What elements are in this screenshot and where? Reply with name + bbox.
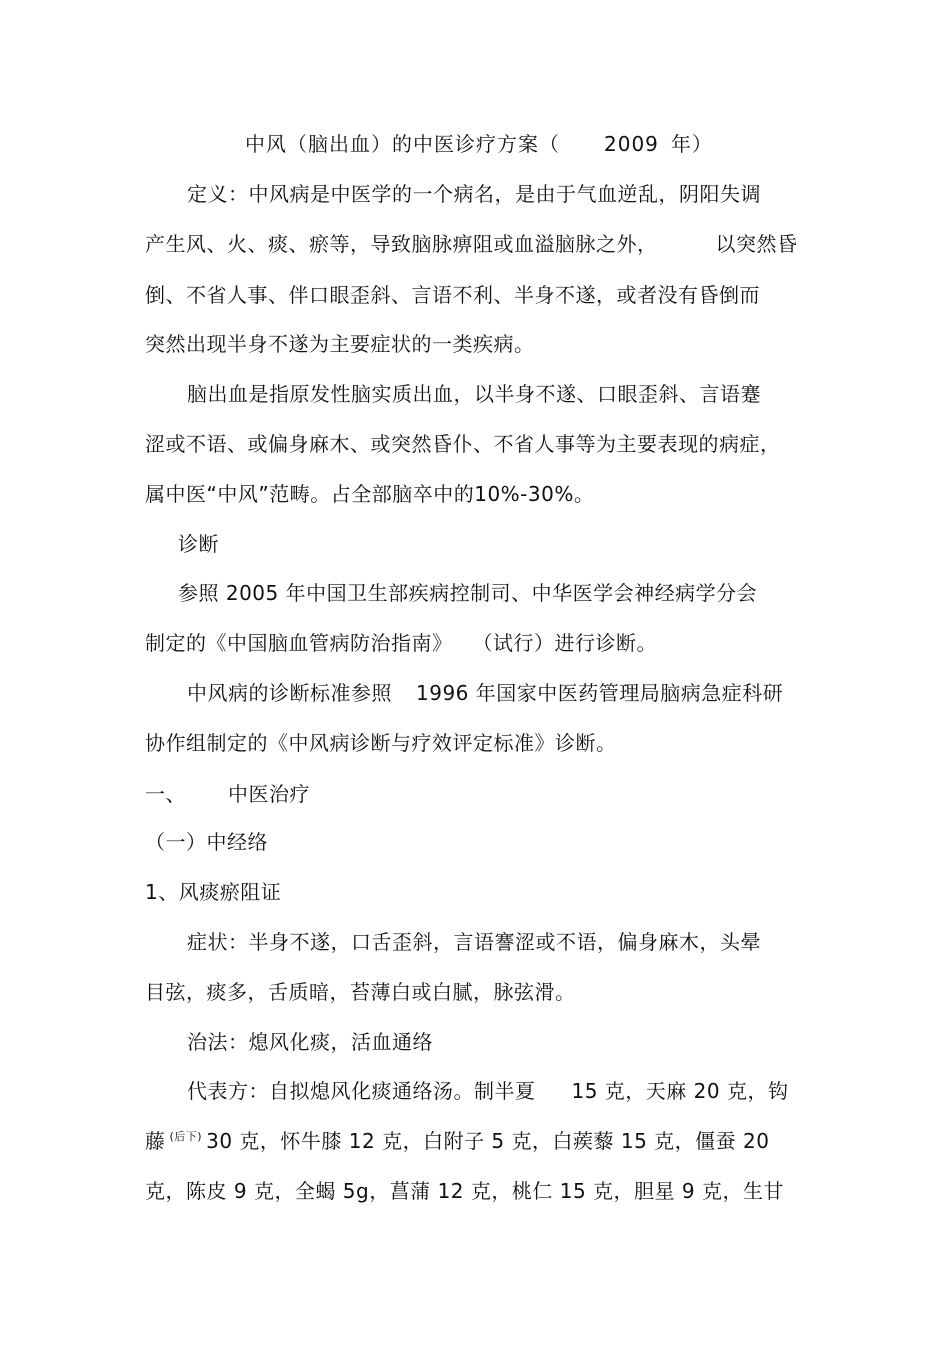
formula-line-1 xyxy=(187,1078,788,1104)
section-1-title: 中医治疗 xyxy=(228,782,310,806)
definition-line-2a: 产生风、火、痰、瘀等，导致脑脉痹阻或血溢脑脉之外， xyxy=(145,232,658,256)
hemorrhage-line-2: 涩或不语、或偏身麻木、或突然昏仆、不省人事等为主要表现的病症， xyxy=(145,432,781,456)
subsection-1-heading: （一）中经络 xyxy=(145,830,268,854)
formula-line-1b: 15 克，天麻 20 克，钩 xyxy=(571,1079,789,1103)
formula-line-3: 克，陈皮 9 克，全蝎 5g，菖蒲 12 克，桃仁 15 克，胆星 9 克，生甘 xyxy=(145,1179,784,1203)
hemorrhage-line-3: 属中医“中风”范畴。占全部脑卒中的10%-30%。 xyxy=(145,482,595,506)
formula-line-2-rest: 30 克，怀牛膝 12 克，白附子 5 克，白蒺藜 15 克，僵蚕 20 xyxy=(206,1129,770,1153)
diagnosis-heading: 诊断 xyxy=(178,532,219,556)
symptoms-line-2: 目弦，痰多，舌质暗，苔薄白或白腻，脉弦滑。 xyxy=(145,980,576,1004)
title-prefix: 中风（脑出血）的中医诊疗方案（ xyxy=(245,132,560,156)
symptoms-line-1: 症状：半身不遂，口舌歪斜，言语謇涩或不语，偏身麻木，头晕 xyxy=(187,930,761,954)
diagnosis-p1-line-2a: 制定的《中国脑血管病防治指南》 xyxy=(145,631,453,655)
definition-line-4: 突然出现半身不遂为主要症状的一类疾病。 xyxy=(145,332,535,356)
diagnosis-p1-line-2b: （试行）进行诊断。 xyxy=(472,631,657,655)
hemorrhage-line-1: 脑出血是指原发性脑实质出血，以半身不遂、口眼歪斜、言语蹇 xyxy=(187,382,761,406)
formula-line-2 xyxy=(145,1128,769,1158)
section-1-heading xyxy=(145,781,310,807)
diagnosis-p1-line-1: 参照 2005 年中国卫生部疾病控制司、中华医学会神经病学分会 xyxy=(178,581,758,605)
definition-line-1: 定义：中风病是中医学的一个病名，是由于气血逆乱，阴阳失调 xyxy=(187,182,761,206)
diagnosis-p2-line-1b: 1996 年国家中医药管理局脑病急症科研 xyxy=(416,681,784,705)
diagnosis-p2-line-1a: 中风病的诊断标准参照 xyxy=(187,681,392,705)
definition-line-3: 倒、不省人事、伴口眼歪斜、言语不利、半身不遂，或者没有昏倒而 xyxy=(145,283,760,307)
document-title xyxy=(245,131,713,157)
treatment-line: 治法：熄风化痰，活血通络 xyxy=(187,1030,433,1054)
diagnosis-p2-line-1 xyxy=(187,680,783,706)
title-year: 2009 xyxy=(604,132,659,156)
syndrome-1-heading: 1、风痰瘀阻证 xyxy=(145,880,282,904)
section-1-number: 一、 xyxy=(145,782,186,806)
formula-line-2-start: 藤 xyxy=(145,1129,166,1153)
definition-line-2 xyxy=(145,231,798,257)
title-suffix: 年） xyxy=(670,132,713,156)
definition-line-2b: 以突然昏 xyxy=(715,232,798,256)
diagnosis-p1-line-2 xyxy=(145,630,657,656)
diagnosis-p2-line-2: 协作组制定的《中风病诊断与疗效评定标准》诊断。 xyxy=(145,731,617,755)
formula-line-1a: 代表方：自拟熄风化痰通络汤。制半夏 xyxy=(187,1079,536,1103)
formula-note-houxia: (后下) xyxy=(169,1130,203,1143)
